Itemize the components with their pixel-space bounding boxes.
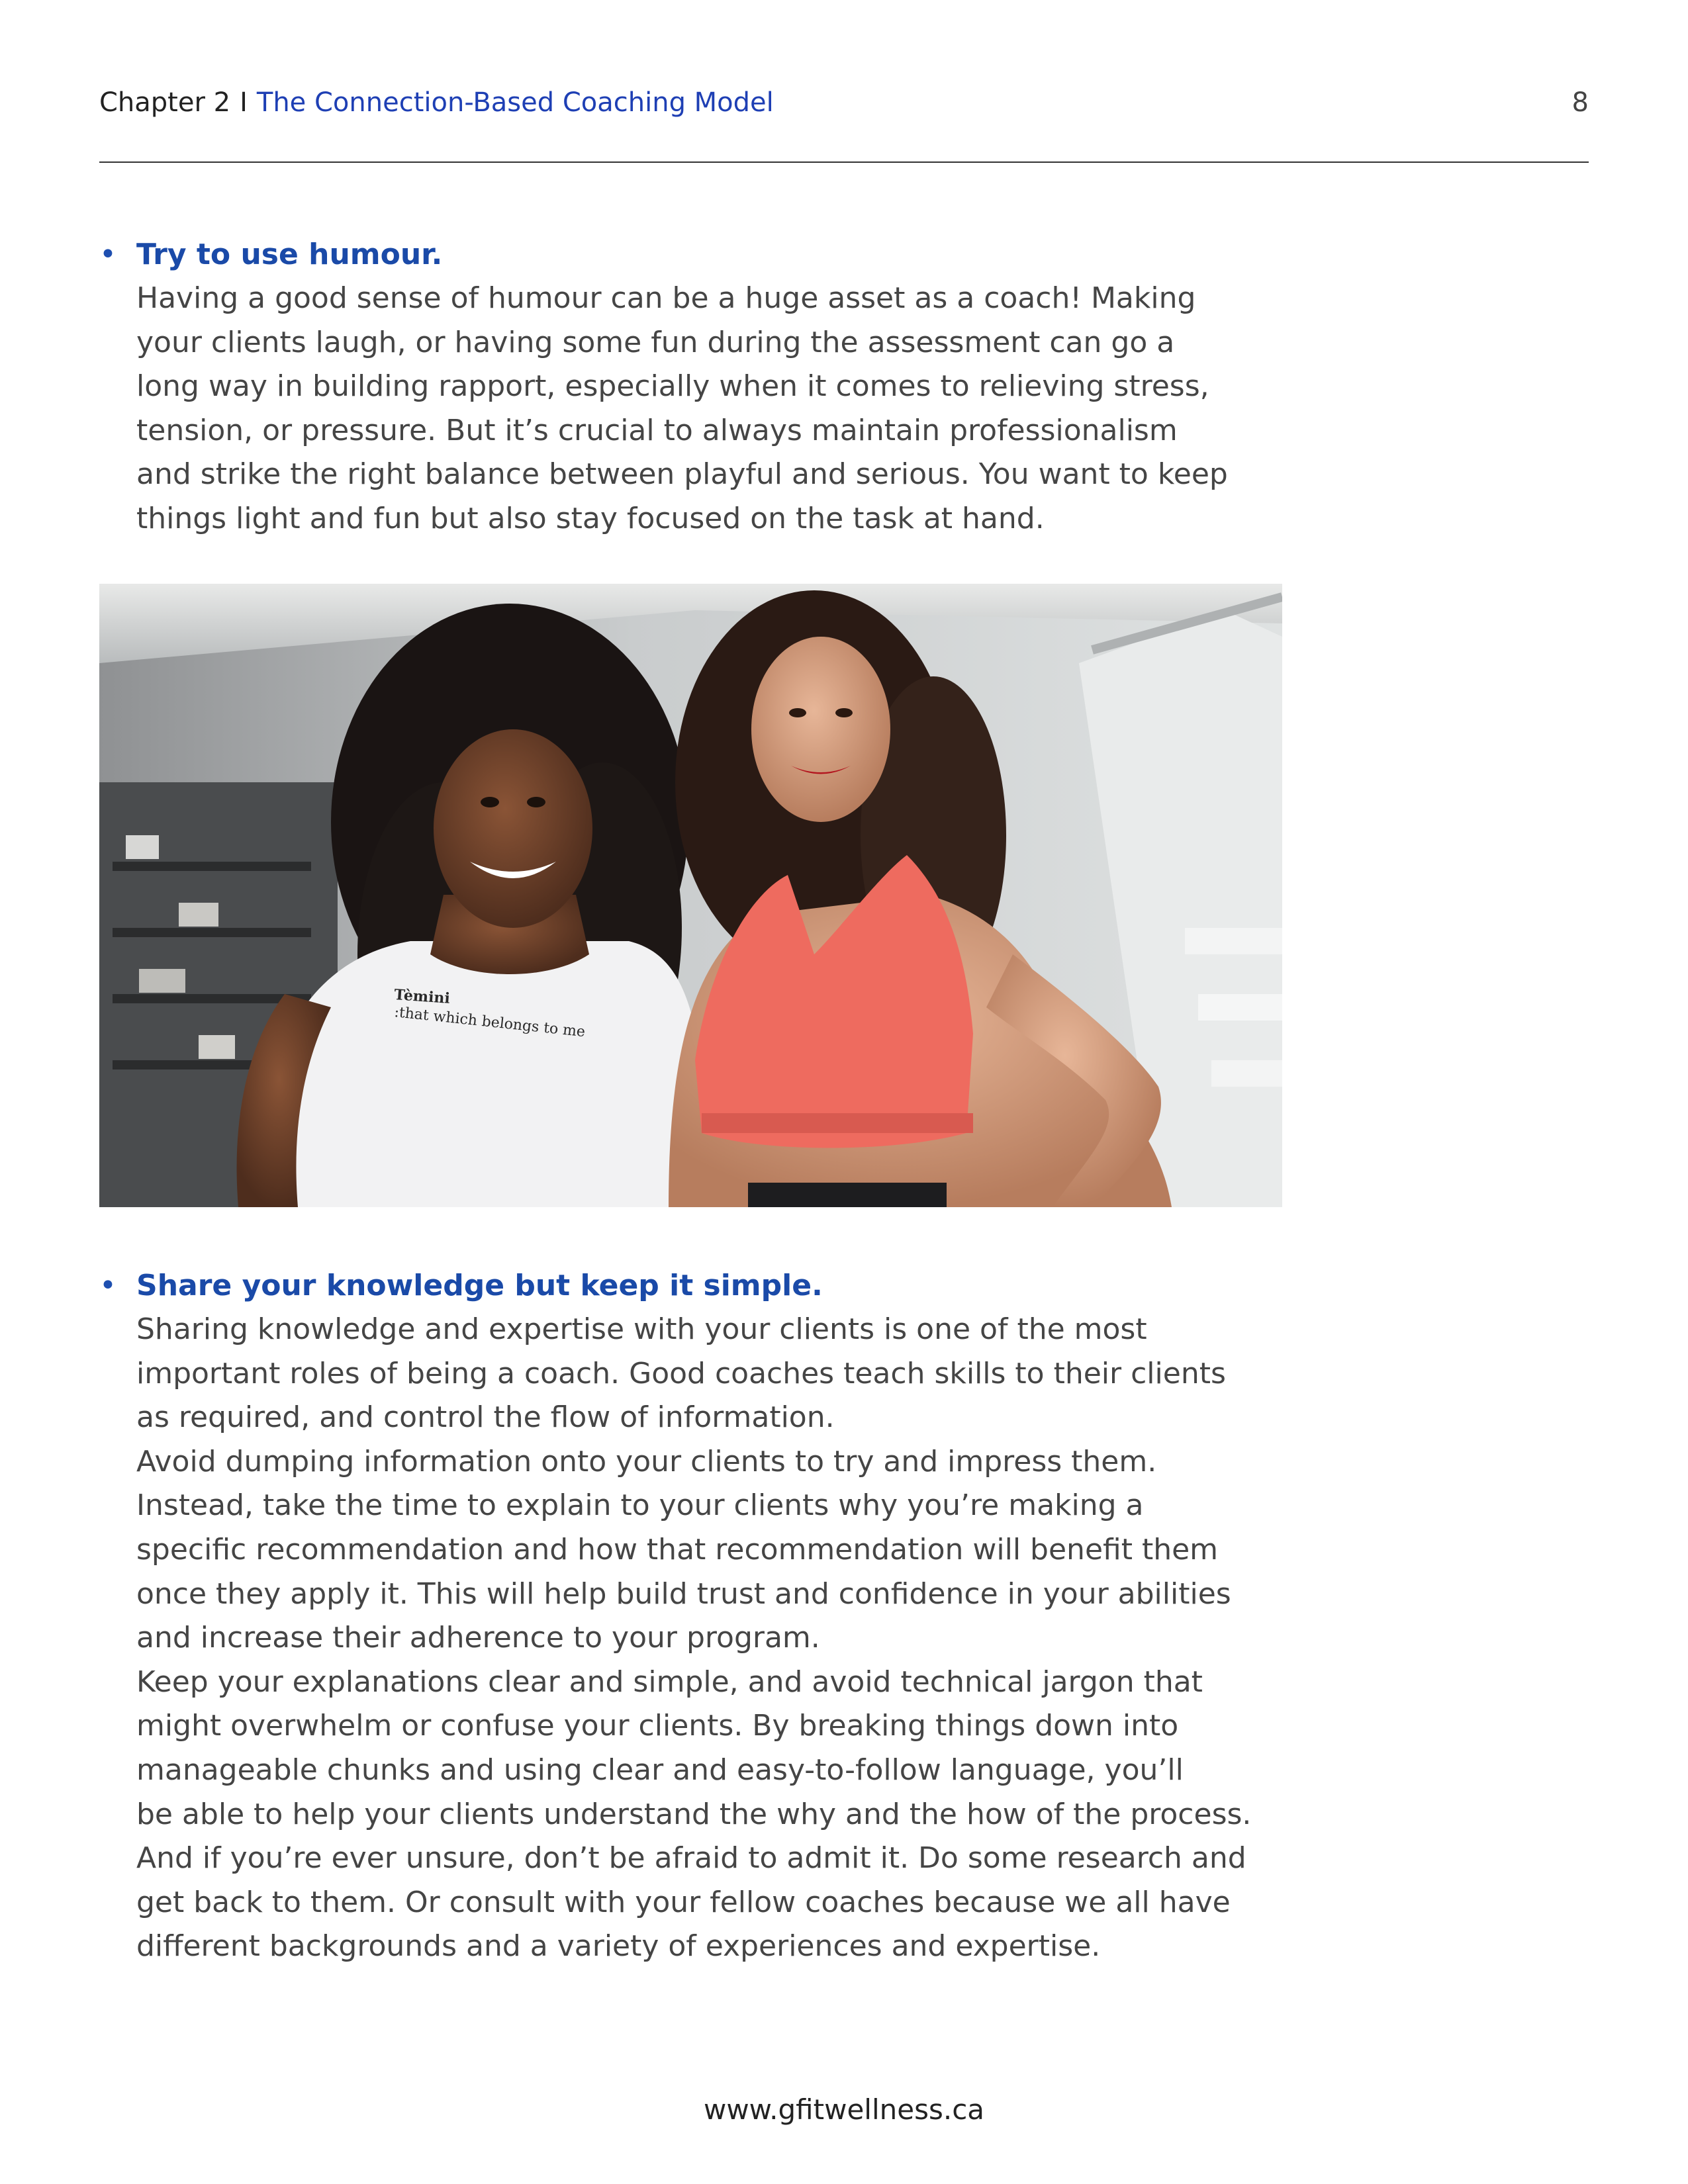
text-line: once they apply it. This will help build trust and confidence in your abilities <box>136 1576 1231 1611</box>
header-separator: I <box>240 87 248 118</box>
text-line: and increase their adherence to your program. <box>136 1621 820 1655</box>
text-line: and strike the right balance between playful and serious. You want to keep <box>136 457 1228 492</box>
text-line: Keep your explanations clear and simple, and avoid technical jargon that <box>136 1664 1203 1699</box>
section-paragraph <box>99 1308 1291 1969</box>
shirt-text-line2: :that which belongs to me <box>393 1004 586 1041</box>
text-line: long way in building rapport, especially when it comes to relieving stress, <box>136 369 1209 404</box>
section-knowledge <box>99 1264 1291 1969</box>
shirt-text-line1: Tèmini <box>393 986 451 1007</box>
page-header <box>99 83 1589 122</box>
header-divider <box>99 161 1589 163</box>
text-line: tension, or pressure. But it’s crucial to always maintain professionalism <box>136 413 1178 447</box>
footer-url[interactable]: www.gfitwellness.ca <box>703 2093 985 2126</box>
coaches-photo <box>99 584 1282 1207</box>
text-line: be able to help your clients understand the why and the how of the process. <box>136 1797 1252 1831</box>
photo-illustration <box>99 584 1282 1207</box>
page-number: 8 <box>1571 87 1589 118</box>
text-line: Instead, take the time to explain to your clients why you’re making a <box>136 1488 1144 1523</box>
text-line: different backgrounds and a variety of experiences and expertise. <box>136 1929 1101 1964</box>
section-humour <box>99 233 1291 541</box>
text-line: might overwhelm or confuse your clients. By breaking things down into <box>136 1709 1179 1743</box>
text-line: manageable chunks and using clear and easy-to-follow language, you’ll <box>136 1752 1184 1787</box>
text-line: specific recommendation and how that recommendation will benefit them <box>136 1532 1219 1567</box>
chapter-title: The Connection-Based Coaching Model <box>256 87 774 118</box>
bullet-item <box>99 233 1291 277</box>
bullet-item <box>99 1264 1291 1308</box>
text-line: important roles of being a coach. Good coaches teach skills to their clients <box>136 1356 1226 1390</box>
text-line: Avoid dumping information onto your clients to try and impress them. <box>136 1444 1157 1479</box>
text-line: Having a good sense of humour can be a huge asset as a coach! Making <box>136 281 1196 315</box>
bullet-dot-icon: • <box>99 1269 117 1302</box>
text-line: things light and fun but also stay focused on the task at hand. <box>136 501 1045 535</box>
text-line: Sharing knowledge and expertise with your clients is one of the most <box>136 1312 1147 1346</box>
chapter-label: Chapter 2 <box>99 87 231 118</box>
text-line: And if you’re ever unsure, don’t be afraid to admit it. Do some research and <box>136 1841 1246 1876</box>
text-line: your clients laugh, or having some fun during the assessment can go a <box>136 325 1175 359</box>
section-heading: Share your knowledge but keep it simple. <box>136 1269 823 1302</box>
text-line: get back to them. Or consult with your fellow coaches because we all have <box>136 1885 1231 1919</box>
bullet-dot-icon: • <box>99 238 117 271</box>
section-heading: Try to use humour. <box>136 238 443 271</box>
text-line: as required, and control the flow of information. <box>136 1400 835 1435</box>
section-paragraph <box>99 277 1291 541</box>
